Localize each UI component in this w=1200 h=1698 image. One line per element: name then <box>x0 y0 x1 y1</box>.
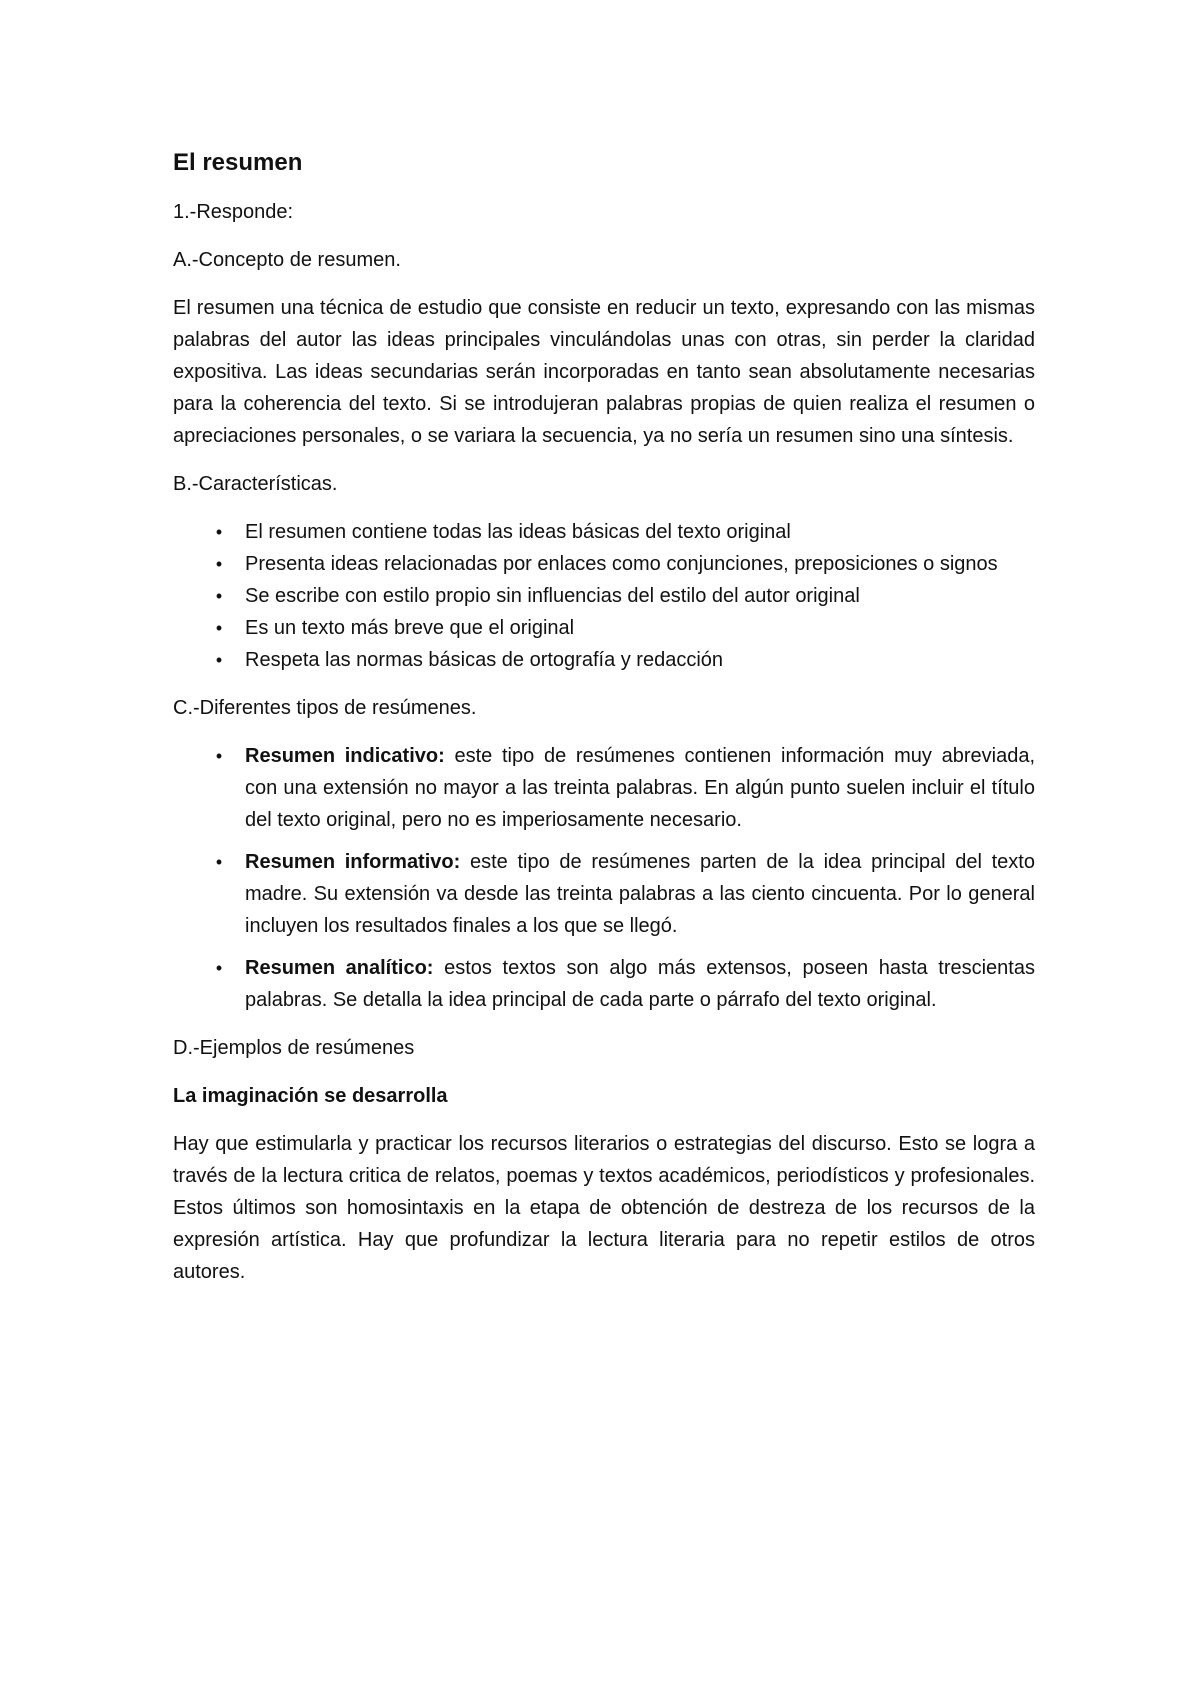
list-item <box>173 612 1035 644</box>
summary-type-text: estos textos son algo más extensos, poseen hasta trescientas palabras. Se detalla la idea principal de cada parte o párrafo del texto original. <box>245 957 1035 1011</box>
section-c-heading: C.-Diferentes tipos de resúmenes. <box>173 697 477 719</box>
document-title: El resumen <box>173 149 303 176</box>
list-item <box>173 846 1035 942</box>
summary-type-text: este tipo de resúmenes contienen información muy abreviada, con una extensión no mayor a las treinta palabras. En algún punto suelen incluir el título del texto original, pero no es imperiosamente necesario. <box>245 745 1035 831</box>
bullet-icon: • <box>215 554 223 574</box>
document-page <box>173 148 1035 1304</box>
list-item-text: El resumen contiene todas las ideas básicas del texto original <box>245 521 791 543</box>
summary-type-text: este tipo de resúmenes parten de la idea principal del texto madre. Su extensión va desde las treinta palabras a las ciento cincuenta. Por lo general incluyen los resultados finales a los que se llegó. <box>245 851 1035 937</box>
list-item-text: Respeta las normas básicas de ortografía y redacción <box>245 649 724 671</box>
list-item <box>173 516 1035 548</box>
summary-type-term: Resumen informativo: <box>245 851 461 873</box>
bullet-icon: • <box>215 586 223 606</box>
section-d-heading: D.-Ejemplos de resúmenes <box>173 1037 415 1059</box>
bullet-icon: • <box>215 958 223 978</box>
bullet-icon: • <box>215 746 223 766</box>
summary-type-term: Resumen indicativo: <box>245 745 445 767</box>
bullet-icon: • <box>215 650 223 670</box>
section-a-heading: A.-Concepto de resumen. <box>173 249 401 271</box>
list-item <box>173 580 1035 612</box>
list-item-text: Se escribe con estilo propio sin influencias del estilo del autor original <box>245 585 860 607</box>
summary-type-term: Resumen analítico: <box>245 957 434 979</box>
characteristics-list <box>173 516 1035 676</box>
section-a-paragraph: El resumen una técnica de estudio que consiste en reducir un texto, expresando con las mismas palabras del autor las ideas principales vinculándolas unas con otras, sin perder la claridad expositiva. Las ideas secundarias serán incorporadas en tanto sean absolutamente necesarias para la coherencia del texto. Si se introdujeran palabras propias de quien realiza el resumen o apreciaciones personales, o se variara la secuencia, ya no sería un resumen sino una síntesis. <box>173 297 1035 447</box>
list-item-text: Es un texto más breve que el original <box>245 617 575 639</box>
list-item-text: Presenta ideas relacionadas por enlaces como conjunciones, preposiciones o signos <box>245 553 998 575</box>
example-paragraph: Hay que estimularla y practicar los recursos literarios o estrategias del discurso. Esto se logra a través de la lectura critica de relatos, poemas y textos académicos, periodísticos y profesionales. Estos últimos son homosintaxis en la etapa de obtención de destreza de los recursos de la expresión artística. Hay que profundizar la lectura literaria para no repetir estilos de otros autores. <box>173 1133 1035 1283</box>
section-b-heading: B.-Características. <box>173 473 338 495</box>
bullet-icon: • <box>215 852 223 872</box>
list-item <box>173 644 1035 676</box>
list-item <box>173 952 1035 1016</box>
bullet-icon: • <box>215 618 223 638</box>
list-item <box>173 740 1035 836</box>
list-item <box>173 548 1035 580</box>
bullet-icon: • <box>215 522 223 542</box>
summary-types-list <box>173 740 1035 1016</box>
example-title: La imaginación se desarrolla <box>173 1085 448 1107</box>
question-label: 1.-Responde: <box>173 201 294 223</box>
